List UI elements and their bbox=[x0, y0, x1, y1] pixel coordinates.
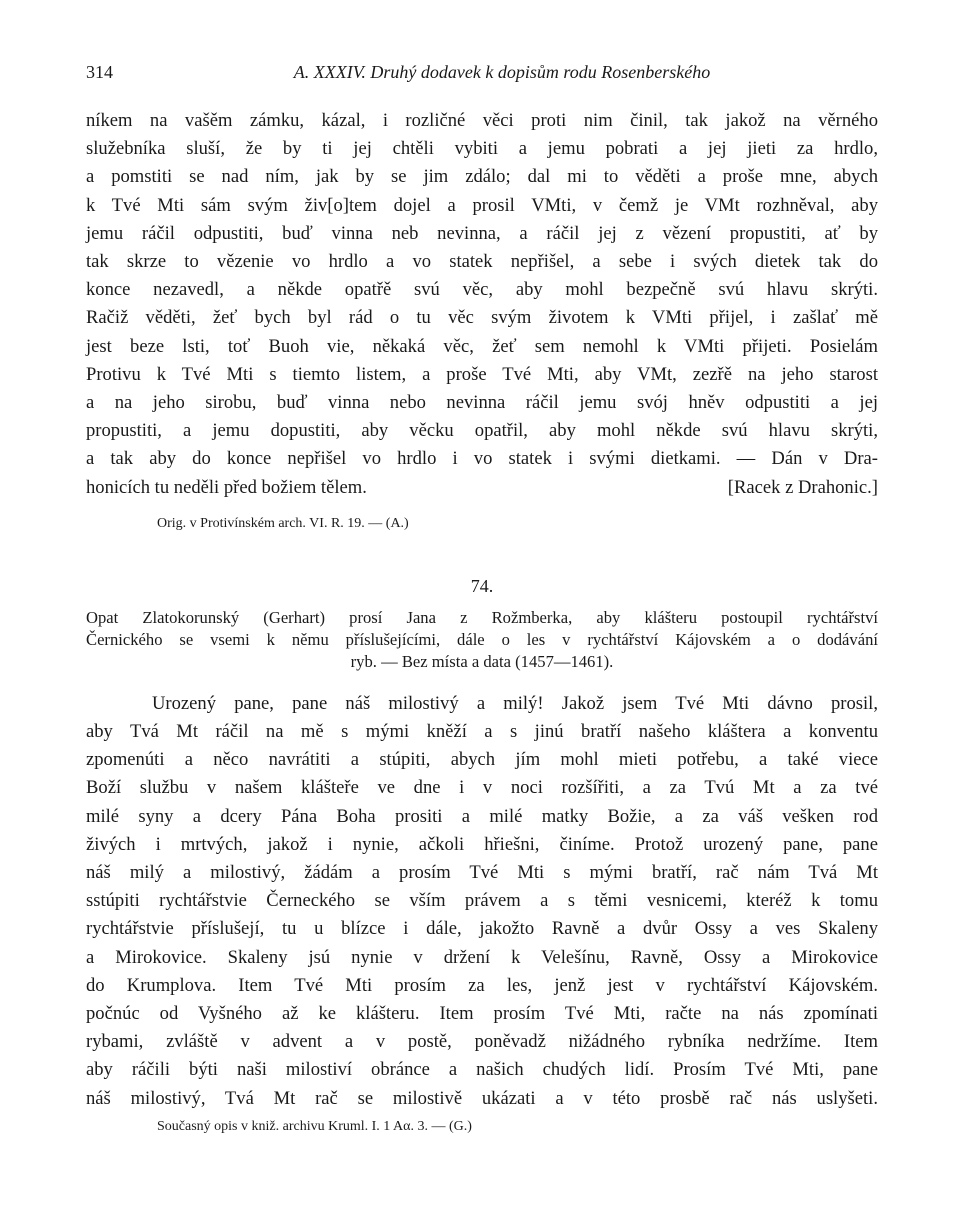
document-page bbox=[86, 56, 878, 1137]
text-line: do Krumplova. Item Tvé Mti prosím za les, jenž jest v rychtářství Kájovském. bbox=[86, 974, 878, 996]
text-line: zpomenúti a něco navrátiti a stúpiti, abych jím mohl mieti potřebu, a také viece bbox=[86, 749, 878, 771]
text-line: tak skrze to vězenie vo hrdlo a vo statek nepřišel, a sebe i svých dietek tak do bbox=[86, 251, 878, 273]
document-number: 74. bbox=[470, 575, 494, 596]
letter-73-body bbox=[86, 107, 878, 502]
letter-73-lines bbox=[86, 107, 878, 474]
signature: [Racek z Drahonic.] bbox=[727, 476, 878, 498]
text-line: rychtářstvie příslušejí, tu u blízce i dále, jakožto Ravně a dvůr Ossy a ves Skaleny bbox=[86, 918, 878, 940]
text-line: Boží službu v našem klášteře ve dne i v noci rozšířiti, a za Tvú Mt a za tvé bbox=[86, 777, 878, 799]
text-line: a tak aby do konce nepřišel vo hrdlo i vo statek i svými dietkami. — Dán v Dra- bbox=[86, 448, 878, 470]
text-line: rybami, zvláště v advent a v postě, poněvadž nižádného rybníka nedržíme. Item bbox=[86, 1031, 878, 1053]
running-title: A. XXXIV. Druhý dodavek k dopisům rodu Rosenberského bbox=[293, 62, 711, 82]
text-line: a Mirokovice. Skaleny jsú nynie v držení k Velešínu, Ravně, Ossy a Mirokovice bbox=[86, 946, 878, 968]
regest bbox=[86, 607, 878, 673]
regest-line: Černického se vsemi k němu příslušejícími, dále o les v rychtářství Kájovském a o dodávání bbox=[86, 629, 878, 649]
text-line: propustiti, a jemu dopustiti, aby věcku opatřil, aby mohl někde svú hlavu skrýti, bbox=[86, 420, 878, 442]
text-line: níkem na vašěm zámku, kázal, i rozličné věci proti nim činil, tak jakož na věrného bbox=[86, 110, 878, 131]
regest-line: ryb. — Bez místa a data (1457—1461). bbox=[350, 651, 614, 671]
regest-line: Opat Zlatokorunský (Gerhart) prosí Jana z Rožmberka, aby klášteru postoupil rychtářství bbox=[86, 607, 878, 627]
closing-text: honicích tu neděli před božiem tělem. bbox=[86, 476, 367, 498]
text-line: jemu ráčil odpustiti, buď vinna neb nevinna, a ráčil jej z vězení propustiti, ať by bbox=[86, 222, 878, 244]
text-line: počnúc od Vyšného až ke klášteru. Item prosím Tvé Mti, račte na nás zpomínati bbox=[86, 1003, 878, 1025]
text-line: Račiž věděti, žeť bych byl rád o tu věc svým životem k VMti přijel, i zašlať mě bbox=[86, 307, 878, 329]
text-line: milé syny a dcery Pána Boha prositi a milé matky Božie, a za váš vešken rod bbox=[86, 805, 878, 827]
source-note-73: Orig. v Protivínském arch. VI. R. 19. — (A.) bbox=[157, 515, 409, 531]
source-note-74: Současný opis v kniž. archivu Kruml. I. 1 Aα. 3. — (G.) bbox=[157, 1118, 472, 1134]
text-line: služebníka sluší, že by ti jej chtěli vybiti a jemu pobrati a jej jieti za hrdlo, bbox=[86, 138, 878, 160]
text-line: náš milý a milostivý, žádám a prosím Tvé Mti s mými bratří, rač nám Tvá Mt bbox=[86, 862, 878, 884]
text-line: náš milostivý, Tvá Mt rač se milostivě ukázati a v této prosbě rač nás uslyšeti. bbox=[86, 1087, 878, 1109]
page-number: 314 bbox=[86, 62, 113, 82]
text-line: aby ráčili býti naši milostiví obránce a našich chudých lidí. Prosím Tvé Mti, pane bbox=[86, 1059, 878, 1081]
text-line: Protivu k Tvé Mti s tiemto listem, a proše Tvé Mti, aby VMt, zezřě na jeho starost bbox=[86, 363, 878, 385]
text-line: konce nezavedl, a někde opatřě svú věc, aby mohl bezpečně svú hlavu skrýti. bbox=[86, 279, 878, 301]
text-line: aby Tvá Mt ráčil na mě s mými kněží a s jinú bratří našeho kláštera a konventu bbox=[86, 721, 878, 743]
text-line: živých i mrtvých, jakož i nynie, ačkoli hřiešni, činíme. Protož urozený pane, pane bbox=[86, 833, 878, 855]
text-line: a pomstiti se nad ním, jak by se jim zdálo; dal mi to věděti a proše mne, abych bbox=[86, 166, 878, 188]
text-line: jest beze lsti, toť Buoh vie, někaká věc, žeť sem nemohl k VMti přijeti. Posielám bbox=[86, 335, 878, 357]
text-line: a na jeho sirobu, buď vinna nebo nevinna ráčil jemu svój hněv odpustiti a jej bbox=[86, 392, 878, 414]
text-line: Urozený pane, pane náš milostivý a milý! Jakož jsem Tvé Mti dávno prosil, bbox=[152, 692, 878, 714]
letter-74-body bbox=[86, 690, 878, 1113]
text-line: sstúpiti rychtářstvie Černeckého se vším právem a s těmi vesnicemi, kteréž k tomu bbox=[86, 890, 878, 912]
page-header bbox=[86, 56, 878, 86]
text-line: k Tvé Mti sám svým živ[o]tem dojel a prosil VMti, v čemž je VMt rozhněval, aby bbox=[86, 194, 878, 216]
closing-line bbox=[86, 474, 878, 502]
